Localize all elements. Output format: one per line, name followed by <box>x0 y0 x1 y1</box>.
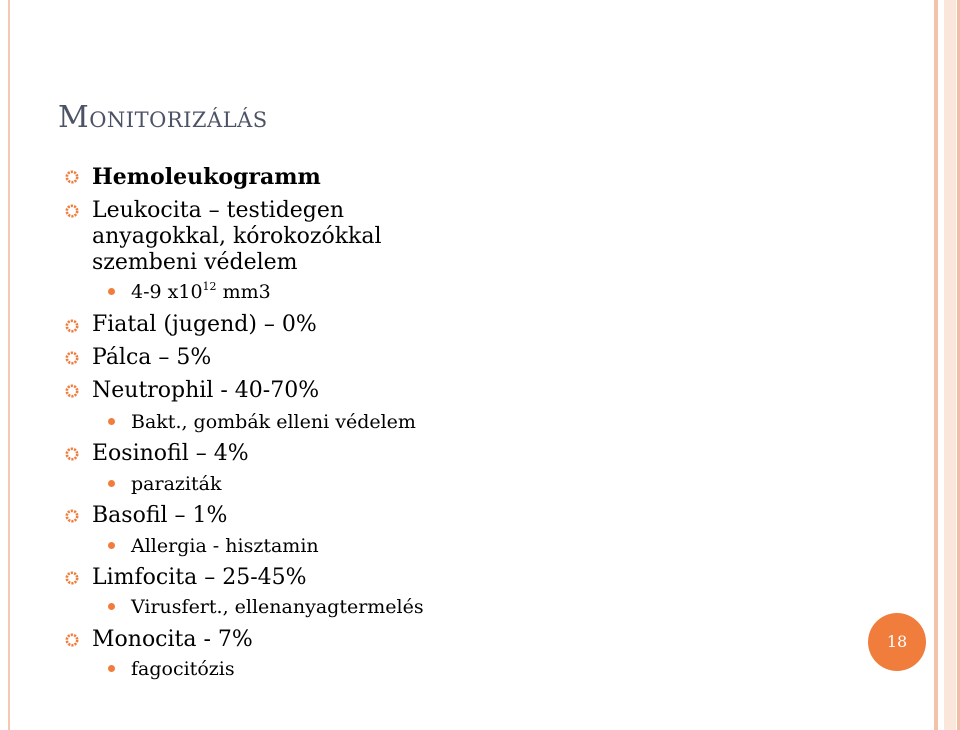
gear-bullet-icon <box>64 350 80 366</box>
sub-bullet-limfocita: Virusfert., ellenanyagtermelés <box>131 596 424 618</box>
dot-bullet-icon <box>108 542 115 549</box>
gear-bullet-icon <box>64 318 80 334</box>
gear-bullet-icon <box>64 632 80 648</box>
bullet-eosinofil: Eosinofil – 4% <box>92 441 249 466</box>
dot-bullet-icon <box>108 603 115 610</box>
bullet-leukocita-line1: Leukocita – testidegen <box>92 198 345 223</box>
bullet-limfocita: Limfocita – 25-45% <box>92 565 307 590</box>
sub-bullet-neutrophil: Bakt., gombák elleni védelem <box>131 411 416 433</box>
bullet-leukocita-line3: szembeni védelem <box>92 250 298 275</box>
bullet-palca: Pálca – 5% <box>92 345 212 370</box>
leukocita-count-prefix: 4-9 x10 <box>131 281 203 303</box>
bullet-hemoleukogramm: Hemoleukogramm <box>92 164 321 190</box>
bullet-monocita: Monocita - 7% <box>92 627 253 652</box>
dot-bullet-icon <box>108 480 115 487</box>
gear-bullet-icon <box>64 169 80 185</box>
gear-bullet-icon <box>64 383 80 399</box>
bullet-basofil: Basofil – 1% <box>92 503 228 528</box>
bullet-neutrophil: Neutrophil - 40-70% <box>92 378 320 403</box>
slide-title: Monitorizálás <box>58 100 268 135</box>
sub-bullet-basofil: Allergia - hisztamin <box>131 535 319 557</box>
dot-bullet-icon <box>108 288 115 295</box>
gear-bullet-icon <box>64 203 80 219</box>
gear-bullet-icon <box>64 570 80 586</box>
dot-bullet-icon <box>108 665 115 672</box>
page-number-badge: 18 <box>868 613 926 671</box>
leukocita-count-exponent: 12 <box>202 280 217 293</box>
gear-bullet-icon <box>64 446 80 462</box>
sub-bullet-eosinofil: paraziták <box>131 473 222 495</box>
leukocita-count-unit: mm3 <box>222 281 271 303</box>
bullet-leukocita-line2: anyagokkal, kórokozókkal <box>92 224 382 249</box>
dot-bullet-icon <box>108 418 115 425</box>
sub-bullet-leukocita-count <box>131 280 271 304</box>
sub-bullet-monocita: fagocitózis <box>131 658 235 680</box>
gear-bullet-icon <box>64 508 80 524</box>
bullet-fiatal: Fiatal (jugend) – 0% <box>92 312 317 337</box>
